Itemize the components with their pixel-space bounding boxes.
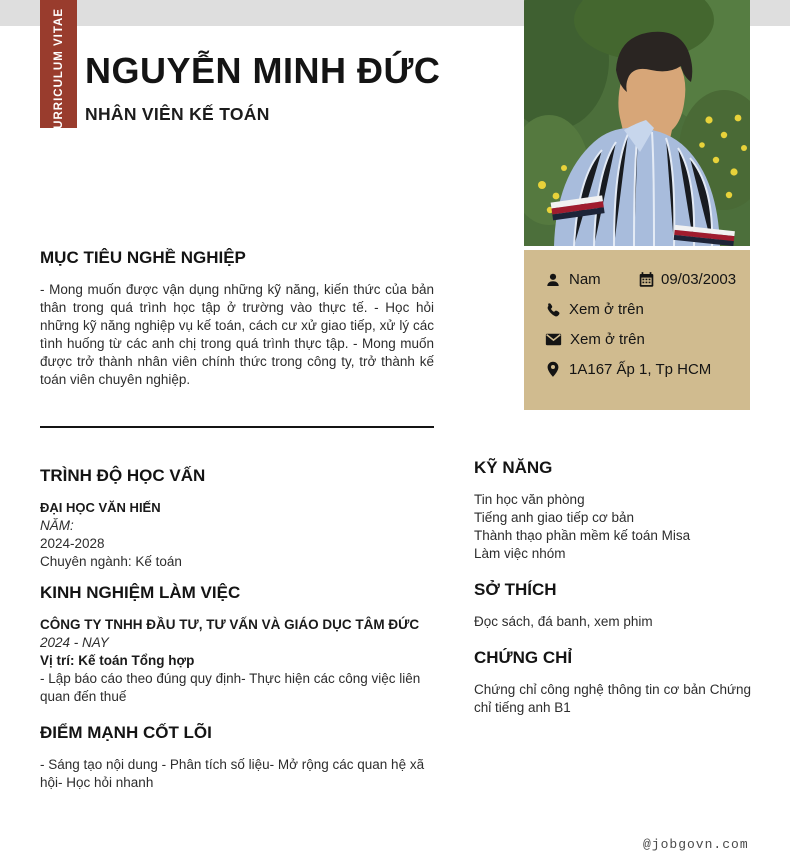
- education-major: Chuyên ngành: Kế toán: [40, 554, 182, 569]
- hobbies-heading: SỞ THÍCH: [474, 580, 557, 599]
- education-school: ĐẠI HỌC VĂN HIẾN: [40, 500, 161, 515]
- envelope-icon: [545, 332, 562, 347]
- experience-position: Vị trí: Kế toán Tổng hợp: [40, 653, 195, 668]
- watermark: @jobgovn.com: [643, 837, 749, 852]
- info-row-email: [545, 331, 645, 348]
- strengths-heading: ĐIỂM MẠNH CỐT LÕI: [40, 723, 212, 742]
- location-pin-icon: [545, 361, 561, 378]
- phone-value: Xem ở trên: [569, 301, 644, 318]
- education-years: 2024-2028: [40, 536, 105, 551]
- experience-heading: KINH NGHIỆM LÀM VIỆC: [40, 583, 241, 602]
- skill-item: Tiếng anh giao tiếp cơ bản: [474, 510, 634, 525]
- candidate-name: NGUYỄN MINH ĐỨC: [85, 50, 441, 91]
- candidate-job-title: NHÂN VIÊN KẾ TOÁN: [85, 104, 270, 124]
- education-year-label: NĂM:: [40, 518, 74, 533]
- profile-photo-image: [524, 0, 750, 246]
- experience-company: CÔNG TY TNHH ĐẦU TƯ, TƯ VẤN VÀ GIÁO DỤC TÂM ĐỨC: [40, 617, 420, 632]
- curriculum-vitae-label: CURRICULUM VITAE: [52, 8, 65, 139]
- curriculum-vitae-tab: [40, 0, 77, 139]
- skill-item: Tin học văn phòng: [474, 492, 585, 507]
- birth-date-value: 09/03/2003: [661, 271, 737, 288]
- skill-item: Làm việc nhóm: [474, 546, 566, 561]
- contact-info-box: [524, 250, 750, 410]
- birth-cell: [638, 271, 736, 288]
- experience-period: 2024 - NAY: [40, 635, 109, 650]
- calendar-icon: [638, 271, 655, 288]
- phone-icon: [545, 302, 561, 318]
- info-row-gender-birth: [545, 271, 735, 288]
- skills-list: [474, 491, 751, 563]
- education-heading: TRÌNH ĐỘ HỌC VẤN: [40, 466, 206, 485]
- info-row-phone: [545, 301, 644, 318]
- address-value: 1A167 Ấp 1, Tp HCM: [569, 361, 712, 378]
- email-value: Xem ở trên: [570, 331, 645, 348]
- strengths-body: - Sáng tạo nội dung - Phân tích số liệu- Mở rộng các quan hệ xã hội- Học hỏi nhanh: [40, 757, 425, 790]
- section-divider: [40, 426, 434, 428]
- person-icon: [545, 272, 561, 288]
- certificates-body: Chứng chỉ công nghệ thông tin cơ bản Chứng chỉ tiếng anh B1: [474, 682, 751, 715]
- hobbies-body: Đọc sách, đá banh, xem phim: [474, 614, 653, 629]
- experience-description: - Lập báo cáo theo đúng quy định- Thực hiện các công việc liên quan đến thuế: [40, 671, 421, 704]
- profile-photo: [524, 0, 750, 246]
- objective-body: - Mong muốn được vận dụng những kỹ năng, kiến thức của bản thân trong quá trình học tập ở trường vào thực tế. - Học hỏi những kỹ năng nghiệp vụ kế toán, cách cư xử giao tiếp, xử lý các tình huống từ các anh chị trong quá trình thực tập. - Mong muốn được trở thành nhân viên chính thức trong công ty, trở thành kế toán viên chuyên nghiệp.: [40, 282, 434, 387]
- skills-heading: KỸ NĂNG: [474, 458, 553, 477]
- info-row-address: [545, 361, 711, 378]
- skill-item: Thành thạo phần mềm kế toán Misa: [474, 528, 691, 543]
- gender-value: Nam: [569, 271, 601, 288]
- certificates-heading: CHỨNG CHỈ: [474, 648, 573, 667]
- objective-heading: MỤC TIÊU NGHỀ NGHIỆP: [40, 248, 246, 267]
